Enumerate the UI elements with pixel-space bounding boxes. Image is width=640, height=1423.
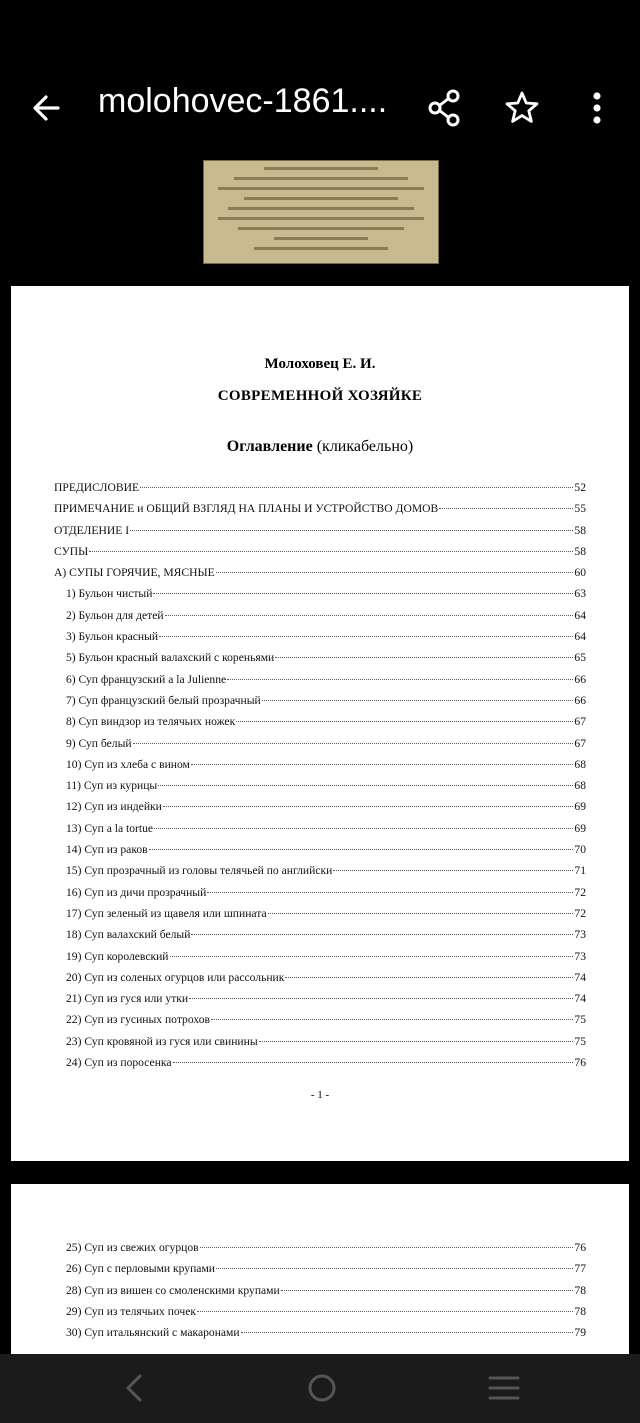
toc-entry-page: 69 [574, 821, 586, 835]
toc-entry[interactable] [54, 630, 586, 651]
toc-entry[interactable] [54, 992, 586, 1013]
toc-entry-label: А) СУПЫ ГОРЯЧИЕ, МЯСНЫЕ [54, 566, 215, 580]
toc-entry-label: 10) Суп из хлеба с вином [66, 757, 190, 771]
toc-entry-page: 60 [574, 566, 586, 580]
share-button[interactable] [426, 88, 464, 128]
toc-dot-leader [173, 1062, 574, 1063]
toc-dot-leader [133, 743, 574, 744]
toc-dot-leader [154, 828, 573, 829]
toc-entry-page: 77 [574, 1262, 586, 1276]
toc-dot-leader [207, 892, 573, 893]
toc-entry-page: 72 [574, 885, 586, 899]
toc-entry-label: 1) Бульон чистый [66, 587, 153, 601]
toc-entry-page: 78 [574, 1283, 586, 1297]
toc-dot-leader [163, 806, 574, 807]
toc-entry-label: 7) Суп французский белый прозрачный [66, 693, 261, 707]
toc-entry-page: 67 [574, 715, 586, 729]
toc-entry-page: 58 [574, 523, 586, 537]
toc-entry-page: 66 [574, 672, 586, 686]
toc-entry[interactable] [54, 673, 586, 694]
toc-entry[interactable] [54, 1305, 586, 1326]
thumbnail-text-line [274, 237, 368, 240]
toc-entry-label: 24) Суп из поросенка [66, 1056, 172, 1070]
toc-entry-label: 17) Суп зеленый из щавеля или шпината [66, 906, 267, 920]
book-title: СОВРЕМЕННОЙ ХОЗЯЙКЕ [217, 388, 423, 404]
table-of-contents [54, 1241, 586, 1347]
toc-entry-page: 76 [574, 1056, 586, 1070]
toc-entry[interactable] [54, 502, 586, 523]
toc-entry-label: 3) Бульон красный [66, 630, 159, 644]
toc-entry-page: 64 [574, 608, 586, 622]
toc-entry[interactable] [54, 843, 586, 864]
toc-dot-leader [285, 977, 573, 978]
thumbnail-text-line [234, 177, 408, 180]
thumbnail-text-line [228, 207, 414, 210]
toc-entry-label: 16) Суп из дичи прозрачный [66, 885, 207, 899]
document-page-1 [11, 286, 629, 1161]
toc-dot-leader [439, 508, 573, 509]
toc-entry[interactable] [54, 524, 586, 545]
toc-dot-leader [275, 657, 573, 658]
toc-entry-page: 74 [574, 992, 586, 1006]
toc-entry-label: 21) Суп из гуся или утки [66, 992, 189, 1006]
toc-entry[interactable] [54, 1013, 586, 1034]
toc-dot-leader [200, 1247, 574, 1248]
toc-entry-page: 68 [574, 757, 586, 771]
toc-entry-label: 25) Суп из свежих огурцов [66, 1241, 199, 1254]
nav-home-button[interactable] [300, 1366, 344, 1410]
toc-entry[interactable] [54, 1284, 586, 1305]
toc-dot-leader [216, 572, 574, 573]
page-number: - 1 - [310, 1089, 330, 1101]
toc-entry-label: 18) Суп валахский белый [66, 928, 191, 942]
toc-entry-label: 5) Бульон красный валахский с кореньями [66, 651, 275, 665]
toc-dot-leader [216, 1268, 573, 1269]
toc-dot-leader [241, 1332, 574, 1333]
toc-entry-label: ПРЕДИСЛОВИЕ [54, 481, 140, 494]
toc-entry-page: 69 [574, 800, 586, 814]
toc-entry[interactable] [54, 822, 586, 843]
toc-entry[interactable] [54, 587, 586, 608]
app-bar [0, 0, 640, 150]
toc-entry-page: 70 [574, 843, 586, 857]
thumbnail-text-line [238, 227, 404, 230]
toc-entry[interactable] [54, 1056, 586, 1077]
toc-heading-label: Оглавление [226, 438, 313, 455]
thumbnail-text-line [264, 167, 378, 170]
toc-dot-leader [262, 700, 574, 701]
toc-dot-leader [236, 721, 573, 722]
toc-dot-leader [197, 1311, 573, 1312]
toc-entry-page: 73 [574, 949, 586, 963]
toc-entry-label: 29) Суп из телячьих почек [66, 1304, 197, 1318]
toc-entry-label: 28) Суп из вишен со смоленскими крупами [66, 1283, 280, 1297]
toc-entry[interactable] [54, 545, 586, 566]
toc-entry-page: 52 [574, 481, 586, 494]
toc-entry[interactable] [54, 907, 586, 928]
toc-entry[interactable] [54, 566, 586, 587]
toc-dot-leader [227, 679, 573, 680]
share-icon [426, 88, 464, 128]
toc-dot-leader [149, 849, 574, 850]
toc-entry-page: 58 [574, 544, 586, 558]
toc-entry-page: 75 [574, 1013, 586, 1027]
toc-entry-label: 14) Суп из раков [66, 843, 148, 857]
toc-entry-page: 75 [574, 1034, 586, 1048]
toc-entry-label: 11) Суп из курицы [66, 779, 158, 793]
toc-dot-leader [333, 870, 573, 871]
toc-entry-page: 63 [574, 587, 586, 601]
page-thumbnail-image[interactable] [203, 160, 439, 264]
toc-entry-label: 15) Суп прозрачный из головы телячьей по английски [66, 864, 333, 878]
nav-back-icon [118, 1366, 152, 1410]
toc-heading-note: (кликабельно) [316, 438, 414, 455]
toc-dot-leader [191, 934, 573, 935]
toc-entry[interactable] [54, 715, 586, 736]
toc-entry-page: 65 [574, 651, 586, 665]
toc-entry-label: СУПЫ [54, 544, 89, 558]
toc-entry[interactable] [54, 737, 586, 758]
arrow-left-icon [28, 88, 68, 128]
toc-entry[interactable] [54, 779, 586, 800]
toc-entry[interactable] [54, 1241, 586, 1262]
toc-heading [11, 438, 629, 456]
toc-entry[interactable] [54, 886, 586, 907]
toc-entry[interactable] [54, 651, 586, 672]
toc-entry-label: 30) Суп итальянский с макаронами [66, 1326, 240, 1340]
toc-entry[interactable] [54, 928, 586, 949]
toc-entry-label: ОТДЕЛЕНИЕ I [54, 523, 130, 537]
toc-entry[interactable] [54, 609, 586, 630]
toc-dot-leader [281, 1290, 574, 1291]
toc-entry-page: 73 [574, 928, 586, 942]
toc-entry-page: 67 [574, 736, 586, 750]
toc-entry[interactable] [54, 971, 586, 992]
toc-dot-leader [158, 785, 573, 786]
author-name: Молоховец Е. И. [264, 356, 376, 372]
toc-entry-label: 26) Суп с перловыми крупами [66, 1262, 215, 1276]
toc-entry[interactable] [54, 694, 586, 715]
star-button[interactable] [502, 88, 542, 128]
toc-dot-leader [259, 1041, 574, 1042]
toc-entry-label: 6) Суп французский a la Julienne [66, 672, 227, 686]
thumbnail-text-line [244, 197, 398, 200]
toc-entry-page: 55 [574, 502, 586, 516]
toc-dot-leader [89, 551, 573, 552]
more-vertical-icon [580, 88, 614, 128]
toc-entry-label: ПРИМЕЧАНИЕ и ОБЩИЙ ВЗГЛЯД НА ПЛАНЫ И УСТРОЙСТВО ДОМОВ [54, 502, 439, 516]
thumbnail-text-line [254, 247, 388, 250]
toc-dot-leader [189, 998, 573, 999]
toc-entry-label: 2) Бульон для детей [66, 608, 164, 622]
document-page-2 [11, 1184, 629, 1354]
toc-entry-label: 13) Суп a la tortue [66, 821, 154, 835]
system-navigation-bar [0, 1354, 640, 1423]
toc-entry-label: 9) Суп белый [66, 736, 132, 750]
toc-entry-page: 68 [574, 779, 586, 793]
toc-entry[interactable] [54, 481, 586, 502]
toc-entry-page: 76 [574, 1241, 586, 1254]
toc-entry-label: 23) Суп кровяной из гуся или свинины [66, 1034, 258, 1048]
toc-entry-label: 22) Суп из гусиных потрохов [66, 1013, 210, 1027]
document-title: molohovec-1861.... [98, 82, 388, 120]
toc-entry[interactable] [54, 1326, 586, 1347]
toc-dot-leader [165, 615, 574, 616]
toc-dot-leader [211, 1019, 573, 1020]
nav-back-button[interactable] [118, 1366, 152, 1410]
toc-dot-leader [153, 593, 573, 594]
more-options-button[interactable] [580, 88, 614, 128]
toc-entry-page: 64 [574, 630, 586, 644]
toc-dot-leader [170, 956, 574, 957]
toc-dot-leader [191, 764, 574, 765]
toc-entry[interactable] [54, 950, 586, 971]
toc-entry-label: 12) Суп из индейки [66, 800, 162, 814]
toc-dot-leader [159, 636, 573, 637]
toc-dot-leader [268, 913, 574, 914]
toc-dot-leader [130, 530, 573, 531]
toc-entry[interactable] [54, 758, 586, 779]
toc-entry-label: 20) Суп из соленых огурцов или рассольник [66, 970, 285, 984]
toc-entry-page: 71 [574, 864, 586, 878]
toc-entry[interactable] [54, 864, 586, 885]
toc-entry-page: 79 [574, 1326, 586, 1340]
back-button[interactable] [28, 88, 68, 128]
nav-recents-icon [486, 1366, 522, 1410]
toc-entry[interactable] [54, 1035, 586, 1056]
toc-entry-page: 66 [574, 693, 586, 707]
toc-entry-label: 19) Суп королевский [66, 949, 169, 963]
toc-entry-page: 72 [574, 906, 586, 920]
toc-dot-leader [140, 487, 573, 488]
nav-home-icon [300, 1366, 344, 1410]
table-of-contents [54, 481, 586, 1077]
toc-entry[interactable] [54, 800, 586, 821]
thumbnail-text-line [218, 217, 424, 220]
toc-entry-page: 78 [574, 1304, 586, 1318]
nav-recents-button[interactable] [486, 1366, 522, 1410]
toc-entry-page: 74 [574, 970, 586, 984]
thumbnail-text-line [218, 187, 424, 190]
toc-entry[interactable] [54, 1262, 586, 1283]
star-outline-icon [502, 88, 542, 128]
toc-entry-label: 8) Суп виндзор из телячьих ножек [66, 715, 236, 729]
